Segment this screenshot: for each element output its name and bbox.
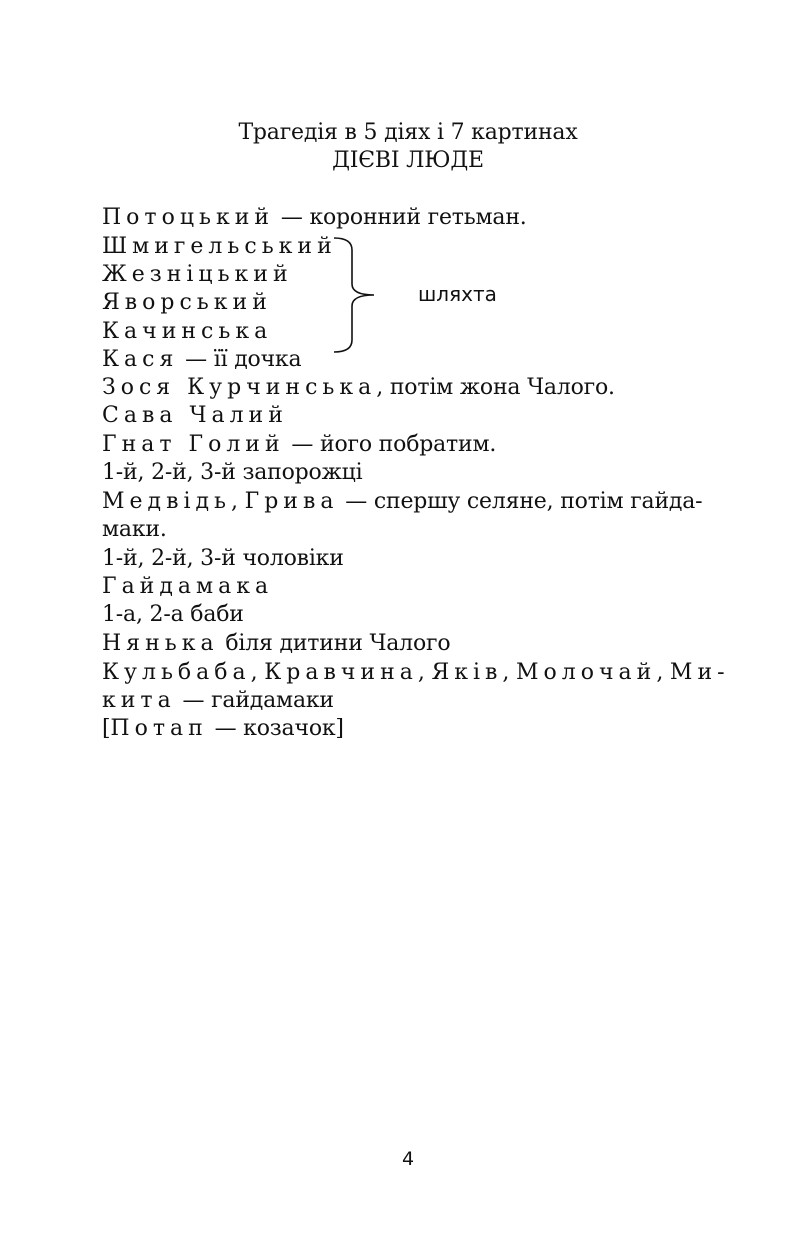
character-name: Шмигельський bbox=[102, 234, 337, 259]
character-name: Кася bbox=[102, 347, 179, 372]
character-name: Гайдамака bbox=[102, 574, 274, 599]
cast-line-haidamaka bbox=[102, 573, 273, 601]
cast-title: ДІЄВІ ЛЮДЕ bbox=[332, 148, 484, 173]
character-group: 1-й, 2-й, 3-й чоловіки bbox=[102, 546, 344, 571]
cast-line-baby bbox=[102, 601, 244, 629]
character-name: Потап bbox=[110, 716, 208, 741]
curly-brace-icon bbox=[332, 236, 380, 354]
character-desc: , потім жона Чалого. bbox=[376, 375, 615, 400]
cast-line-medvid bbox=[102, 488, 702, 516]
character-desc: — її дочка bbox=[178, 347, 302, 372]
character-name: Ми- bbox=[669, 660, 730, 685]
character-name: Кульбаба bbox=[102, 660, 251, 685]
cast-line-kasia bbox=[102, 346, 301, 374]
character-desc: — козачок] bbox=[207, 716, 344, 741]
character-name: Потоцький bbox=[102, 205, 275, 230]
character-name: Нянька bbox=[102, 631, 219, 656]
cast-line-haidamaky-cont bbox=[102, 687, 334, 715]
play-subtitle: Трагедія в 5 діях і 7 картинах bbox=[238, 120, 578, 145]
cast-line-medvid-cont bbox=[102, 516, 167, 544]
cast-line-potocky bbox=[102, 204, 527, 232]
cast-line-kachynska bbox=[102, 318, 272, 346]
character-name: Зося Курчинська bbox=[102, 375, 377, 400]
bracket: [ bbox=[102, 716, 111, 741]
separator: , bbox=[231, 489, 245, 514]
character-desc: — гайдамаки bbox=[175, 688, 334, 713]
cast-line-hnat bbox=[102, 431, 496, 459]
cast-line-nianka bbox=[102, 630, 450, 658]
character-name: Жезніцький bbox=[102, 262, 293, 287]
separator: , bbox=[250, 660, 265, 685]
cast-line-sava bbox=[102, 402, 288, 430]
character-name: Сава Чалий bbox=[102, 403, 288, 428]
character-group: 1-а, 2-а баби bbox=[102, 602, 244, 627]
character-name: Яворський bbox=[102, 290, 272, 315]
cast-line-haidamaky bbox=[102, 659, 730, 687]
character-name: Качинська bbox=[102, 319, 273, 344]
character-name: Молочай bbox=[516, 660, 657, 685]
separator: , bbox=[502, 660, 516, 685]
group-label-shliakhta: шляхта bbox=[418, 282, 497, 306]
separator: , bbox=[656, 660, 670, 685]
character-desc: — коронний гетьман. bbox=[274, 205, 527, 230]
cast-line-yavorsky bbox=[102, 289, 272, 317]
character-desc: — його побратим. bbox=[284, 432, 497, 457]
cast-line-potap bbox=[102, 715, 344, 743]
cast-line-choloviky bbox=[102, 545, 344, 573]
cast-line-zaporozhtsi bbox=[102, 459, 362, 487]
cast-line-zosia bbox=[102, 374, 615, 402]
page-number: 4 bbox=[401, 1148, 415, 1170]
character-name: Грива bbox=[244, 489, 339, 514]
character-name: кита bbox=[102, 688, 176, 713]
cast-line-shmyhelsky bbox=[102, 233, 337, 261]
character-name: Яків bbox=[431, 660, 503, 685]
character-desc: біля дитини Чалого bbox=[218, 631, 451, 656]
cast-line-zheznitsky bbox=[102, 261, 293, 289]
character-desc: маки. bbox=[102, 517, 167, 542]
character-group: 1-й, 2-й, 3-й запорожці bbox=[102, 460, 363, 485]
character-name: Гнат Голий bbox=[102, 432, 285, 457]
character-name: Медвідь bbox=[102, 489, 232, 514]
character-name: Кравчина bbox=[264, 660, 418, 685]
separator: , bbox=[417, 660, 432, 685]
character-desc: — спершу селяне, потім гайда- bbox=[338, 489, 703, 514]
